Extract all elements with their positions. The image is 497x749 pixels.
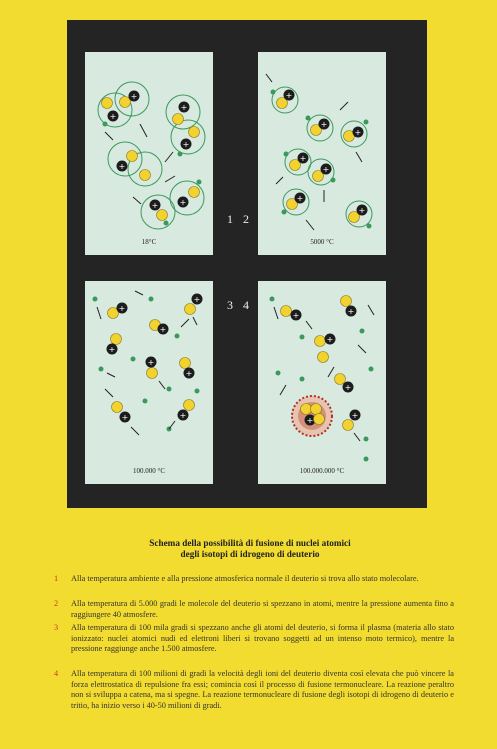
svg-text:+: + <box>193 295 201 304</box>
motion-arrows <box>105 124 175 204</box>
note-text: Alla temperatura ambiente e alla pressione atmosferica normale il deuterio si trova allo stato molecolare. <box>71 574 419 583</box>
svg-text:+: + <box>118 162 126 171</box>
svg-text:+: + <box>296 194 304 203</box>
svg-text:+: + <box>285 91 293 100</box>
note-text: Alla temperatura di 100 mila gradi si spezzano anche gli atomi del deuterio, si forma il plasma (materia allo stato ionizzato: nuclei atomici nudi ed elettroni liberi si trovano soggetti ad un intenso moto termico), mentre la pressione raggiunge anche 1.500 atmosfere. <box>71 623 454 653</box>
motion-arrows <box>266 74 362 230</box>
svg-text:+: + <box>351 411 359 420</box>
svg-text:+: + <box>185 369 193 378</box>
note-number: 4 <box>54 669 59 678</box>
panel-1-drawing <box>85 52 213 255</box>
figure-caption <box>40 538 460 560</box>
svg-text:+: + <box>118 304 126 313</box>
note-item <box>54 669 454 711</box>
deuterium-nuclei <box>107 294 203 423</box>
panel-1-temperature: 18°C <box>141 238 157 246</box>
panel-4-temperature: 100.000.000 °C <box>299 467 345 475</box>
note-text: Alla temperatura di 100 milioni di gradi la velocità degli ioni del deuterio diventa così elevata che può vincere la forza elettrostatica di repulsione fra essi; comincia così il processo di fusione termonucleare. La reazione peraltro non si sviluppa a catena, ma si spegne. La reazione termonucleare di fusione degli isotopi di idrogeno di deuterio e tritio, ha inizio verso i 40-50 milioni di gradi. <box>71 669 454 710</box>
svg-text:+: + <box>109 112 117 121</box>
panel-2-temperature: 5000 °C <box>310 238 334 246</box>
panel-plasma <box>85 281 213 484</box>
svg-text:+: + <box>151 201 159 210</box>
panel-atomic <box>258 52 386 255</box>
svg-text:+: + <box>292 311 300 320</box>
svg-text:+: + <box>358 206 366 215</box>
panel-number-3: 3 <box>227 298 233 312</box>
panel-molecular <box>85 52 213 255</box>
panel-4-drawing <box>258 281 386 484</box>
free-electrons <box>270 297 374 462</box>
deuterium-nuclei <box>102 91 200 221</box>
svg-text:+: + <box>159 325 167 334</box>
caption-line-1: Schema della possibilità di fusione di nuclei atomici <box>149 538 351 548</box>
note-number: 3 <box>54 623 59 632</box>
svg-text:+: + <box>306 416 314 425</box>
svg-text:+: + <box>147 358 155 367</box>
note-item <box>54 623 454 655</box>
svg-text:+: + <box>326 335 334 344</box>
panel-3-temperature: 100.000 °C <box>133 467 165 475</box>
svg-text:+: + <box>108 345 116 354</box>
svg-text:+: + <box>179 411 187 420</box>
svg-text:+: + <box>344 383 352 392</box>
svg-text:+: + <box>179 198 187 207</box>
panel-number-4: 4 <box>243 298 249 312</box>
svg-text:+: + <box>322 165 330 174</box>
panel-2-drawing <box>258 52 386 255</box>
note-number: 1 <box>54 574 59 583</box>
svg-text:+: + <box>130 92 138 101</box>
svg-text:+: + <box>182 140 190 149</box>
panel-fusion <box>258 281 386 484</box>
panel-number-1: 1 <box>227 212 233 226</box>
panel-3-drawing <box>85 281 213 484</box>
fusion-diagram <box>67 20 427 508</box>
panel-number-2: 2 <box>243 212 249 226</box>
note-number: 2 <box>54 599 59 608</box>
note-text: Alla temperatura di 5.000 gradi le molecole del deuterio si spezzano in atomi, mentre la pressione aumenta fino a raggiungere 40 atmosfere. <box>71 599 454 619</box>
svg-text:+: + <box>354 128 362 137</box>
svg-text:+: + <box>347 307 355 316</box>
note-item <box>54 599 454 620</box>
svg-text:+: + <box>299 154 307 163</box>
note-item <box>54 574 454 585</box>
caption-line-2: degli isotopi di idrogeno di deuterio <box>180 549 320 559</box>
svg-text:+: + <box>121 413 129 422</box>
svg-text:+: + <box>180 103 188 112</box>
svg-text:+: + <box>320 120 328 129</box>
